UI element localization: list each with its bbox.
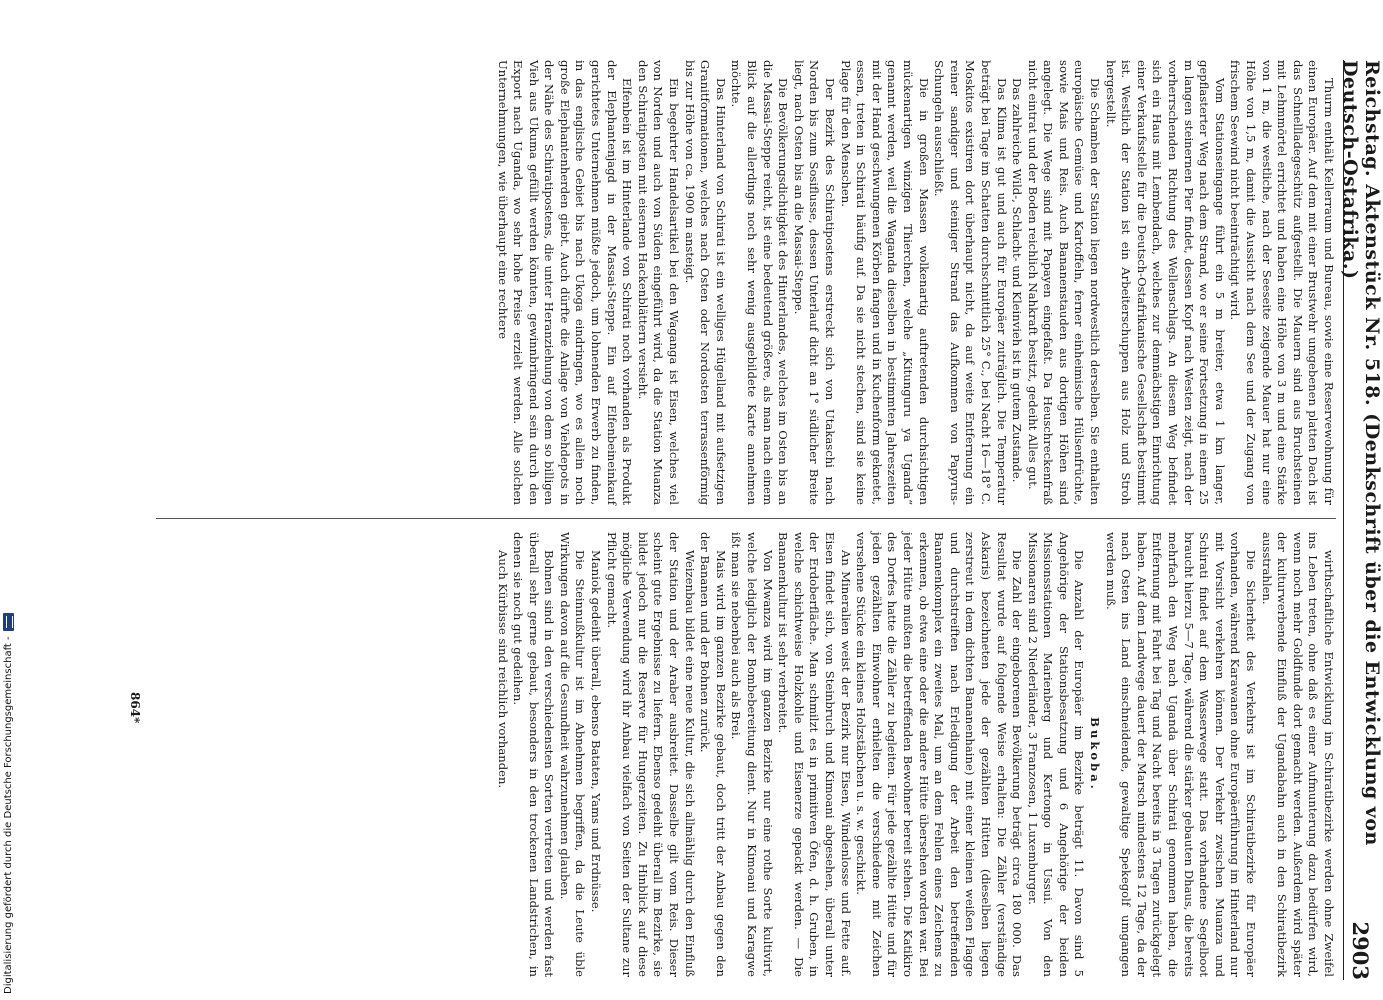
footer-mark: 864* <box>128 692 142 724</box>
dfg-logo-icon <box>3 613 14 631</box>
paragraph: Bohnen sind in den verschiedensten Sorten vertreten und werden fast überall sehr gerne gebaut, besonders in den trockenen Landstrichen, in denen sie noch gut gedeihen. <box>511 532 557 977</box>
page-number: 2903 <box>1348 921 1374 980</box>
section-heading: Bukoba. <box>1088 717 1103 792</box>
paragraph: Der Bezirk des Schiratipostens erstreckt sich von Utakaschi nach Norden bis zum Sosiflusse, dessen Unterlauf dicht an 1° südlicher Breite liegt, nach Osten bis an die Massai-Steppe. <box>791 60 837 505</box>
paragraph: wirthschaftliche Entwicklung im Schiratibezirke werden ohne Zweifel ins Leben treten, ohne daß es einer Aufmunterung dazu bedürfen wird, wenn noch mehr Goldfunde dort gemacht werden. Außerdem wird später der kulturwerbende Einfluß der Ugandabahn auch in den Schiratibezirk ausstrahlen. <box>1259 532 1336 977</box>
paragraph: Weizenbau bildet eine neue Kultur, die sich allmählig durch den Einfluß der Station und der Araber ausbreitet. Dasselbe gilt vom Reis. Dieser scheint gute Ergebnisse zu liefern. Ebenso gedeiht überall im Bezirke, sie bildet jedoch nur die Reserve für Hungerzeiten. Zu Hinblick auf diese mögliche Verwendung wird ihr Anbau vielfach von Seiten der Sultane zur Pflicht gemacht. <box>604 532 697 977</box>
paragraph: Thurm enthält Kellerraum und Bureau, sowie eine Reservewohnung für einen Europäer. Auf dem mit einer Brustwehr umgebenen platten Dach ist das Schnellladegeschütz aufgestellt. Die Mauern sind aus Bruchsteinen mit Lehmmörtel errichtet und haben eine Höhe von 3 m und eine Stärke von 1 m, die westliche, nach der Seeseite zeigende Mauer hat nur eine Höhe von 1,5 m, damit die Aussicht nach dem See und der Zugang von frischem Seewind nicht beeinträchtigt wird. <box>1228 60 1336 505</box>
paragraph: Die Anzahl der Europäer im Bezirke beträgt 11. Davon sind 5 Angehörige der Stationsbesatzung und 6 Angehörige der beiden Missionsstationen Marienberg und Kertongo in Ussui. Von den Missionaren sind 2 Niederländer, 3 Franzosen, 1 Luxemburger. <box>1025 532 1087 977</box>
paragraph: Maniok gedeiht überall, ebenso Bataten, Yams und Erdnüsse. <box>589 550 604 913</box>
paragraph: Elfenbein ist im Hinterlande von Schirati noch vorhanden als Produkt der Elephantenjagd in der Massai-Steppe. Ein auf Elfenbeineinkauf gerichtetes Unternehmen müßte jedoch, um lohnenden Erwerb zu finden, in das englische Gebiet bis nach Ukoga eindringen, wo es allein noch große Elephantenherden giebt. Auch dürfte die Anlage von Viehdepots in der Nähe des Schiratipostens, die unter Heranziehung von dem so billigen Vieh aus Ukuma gefüllt werden könnten, gewinnbringend sein durch den Export nach Uganda, wo sehr hohe Preise erzielt werden. Alle solchen Unternehmungen, wie überhaupt eine rechtere <box>495 60 635 505</box>
paragraph: Das Hinterland von Schirati ist ein welliges Hügelland mit aufsetzigen Granitformationen, welches nach Osten oder Nordosten terrassenförmig bis zur Höhe von ca. 1900 m ansteigt. <box>682 60 728 505</box>
paragraph: Die Schamben der Station liegen nordwestlich derselben. Sie enthalten europäische Gemüse und Kartoffeln, ferner einheimische Hülsenfrüchte, sowie Mais und Reis. Auch Bananenstauden aus dortigen Höhen sind angelegt. Die Wege sind mit Papayen eingefaßt. Da Heuschreckenfraß nicht eintrat und der Boden reichlich Nahkraft besitzt, gedeiht Alles gut. <box>1025 60 1103 505</box>
paragraph: Die Sicherheit des Verkehrs ist im Schiratibezirke für Europäer vorhanden, während Karawanen ohne Europäerführung im Hinterland nur mit Vorsicht verkehren können. Der Verkehr zwischen Muanza und Schirati findet auf dem Wasserwege statt. Das vorhandene Segelboot braucht hierzu 5—7 Tage, während die stärker gebauten Dhaus, die bereits mehrfach den Weg nach Uganda über Schirati genommen haben, die Entfernung mit Fahrt bei Tag und Nacht bereits in 3 Tagen zurückgelegt haben. Auf dem Landwege dauert der Marsch mindestens 12 Tage, da der nach Osten ins Land einschneidende, gewaltige Spekegolf umgangen werden muß. <box>1103 532 1259 977</box>
right-column <box>494 532 1336 977</box>
header-title: Reichstag. Aktenstück Nr. 518. (Denkschrift über die Entwicklung von Deutsch-Ostafrika.) <box>1339 60 1383 846</box>
paragraph: Vom Stationseingange führt ein 5 m breiter, etwa 1 km langer, gepflasterter Weg nach dem Strand, wo er seine Fortsetzung in einem 25 m langen steinernen Pier findet, dessen Kopf nach Westen zeigt, nach der vorherrschenden Richtung des Wellenschlags. An diesem Weg befindet sich ein Haus mit Lembendach, welches zur demnächstigen Einrichtung einer Verkaufsstelle für die Deutsch-Ostafrikanische Gesellschaft bestimmt ist. Westlich der Station ist ein Arbeiterschuppen aus Holz und Stroh hergestellt. <box>1103 60 1227 505</box>
left-column <box>494 60 1336 505</box>
paragraph: Ein begehrter Handelsartikel bei den Waganga ist Eisen, welches viel von Norden und auch von Süden eingeführt wird, da die Station Muanza den Schiratiposten mit eisernen Hackenblättern versieht. <box>635 60 682 505</box>
paragraph: Auch Kürbisse sind reichlich vorhanden. <box>495 550 510 789</box>
margin-credit <box>0 0 22 1000</box>
paragraph: An Mineralien weist der Bezirk nur Eisen, Windenlosse und Fette auf. Eisen findet sich, von Steinbruch und Kimoani abgesehen, überall unter der Erdoberfläche. Man schmilzt es in primitiven Öfen, d. h. Gruben, in welche schichtweise Holzkohle und Eisenerze gepackt werden. — Die Bananenkultur ist sehr verbreitet. <box>776 532 853 977</box>
credit-text: Digitalisierung gefördert durch die Deutsche Forschungsgemeinschaft - <box>3 636 14 994</box>
paragraph: Die Zahl der eingeborenen Bevölkerung beträgt circa 180 000. Das Resultat wurde auf folgende Weise erhalten: Die Zähler (verständige Askaris) bezeichneten jede der gezählten Hütten (dieselben liegen zerstreut in dem dichten Bananenhaine) mit einer kleinen weißen Flagge und durchstreiften nach Erledigung der Arbeit den betreffenden Bananenkomplex ein zweites Mal, um an dem Fehlen eines Zeichens zu erkennen, ob etwa eine oder die andere Hütte übersehen worden war. Bei jeder Hütte mußten die betreffenden Bewohner bereit stehen. Die Katikiro des Dorfes hatte die Zähler zu begleiten. Für jede gezählte Hütte und für jeden gezählten Einwohner erhielten die verschiedene mit Zeichen versehene Stücke ein kleines Holzstäbchen u. s. w. geschickt. <box>854 532 1025 977</box>
paragraph: Die in großen Massen wolkenartig auftretenden durchsichtigen mückenartigen winzigen Thierchen, welche „Kitunguru ya Uganda“ genannt werden, weil die Waganda dieselben in bestimmten Jahreszeiten mit der Hand geschwungenen Körben fangen und in Kuchenform geknetet, essen, treten in Schirati häufig auf. Da sie nicht stechen, sind sie keine Plage für den Menschen. <box>838 60 931 505</box>
scanned-page <box>80 52 1383 987</box>
paragraph: Das Klima ist gut und auch für Europäer zuträglich. Die Temperatur beträgt bei Tage im Schatten durchschnittlich 25° C., bei Nacht 16—18° C. Moskitos existiren dort überhaupt nicht, da auf weite Entfernung ein reiner sandiger und steiniger Strand das Aufkommen von Papyrus-Schungeln ausschließt. <box>932 60 1009 505</box>
column-divider <box>156 518 1336 519</box>
paragraph: Die Steinnußkultur ist im Abnehmen begriffen, da die Leute üble Wirkungen davon auf die Gesundheit wahrzunehmen glauben. <box>557 532 588 977</box>
paragraph: Die Bevölkerungsdichtigkeit des Hinterlandes, welches im Osten bis an die Massai-Steppe reicht, ist eine bedeutend größere, als man nach einem Blick auf die allerdings noch sehr wenig ausgebildete Karte annehmen möchte. <box>729 60 791 505</box>
paragraph: Mais wird im ganzen Bezirke gebaut, doch tritt der Anbau gegen den der Bananen und der Bohnen zurück. <box>698 532 728 977</box>
page-content-rotated <box>80 52 1383 987</box>
paragraph: Das zahlreiche Wild-, Schlacht- und Kleinvieh ist in gutem Zustande. <box>1010 78 1025 483</box>
paragraph: Von Mwanza wird im ganzen Bezirke nur eine rothe Sorte kultivirt, welche lediglich der Bombebereitung dient. Nur in Kimoani und Karagwe ißt man sie nebenbei auch als Brei. <box>729 532 775 977</box>
page-header <box>1339 60 1383 980</box>
